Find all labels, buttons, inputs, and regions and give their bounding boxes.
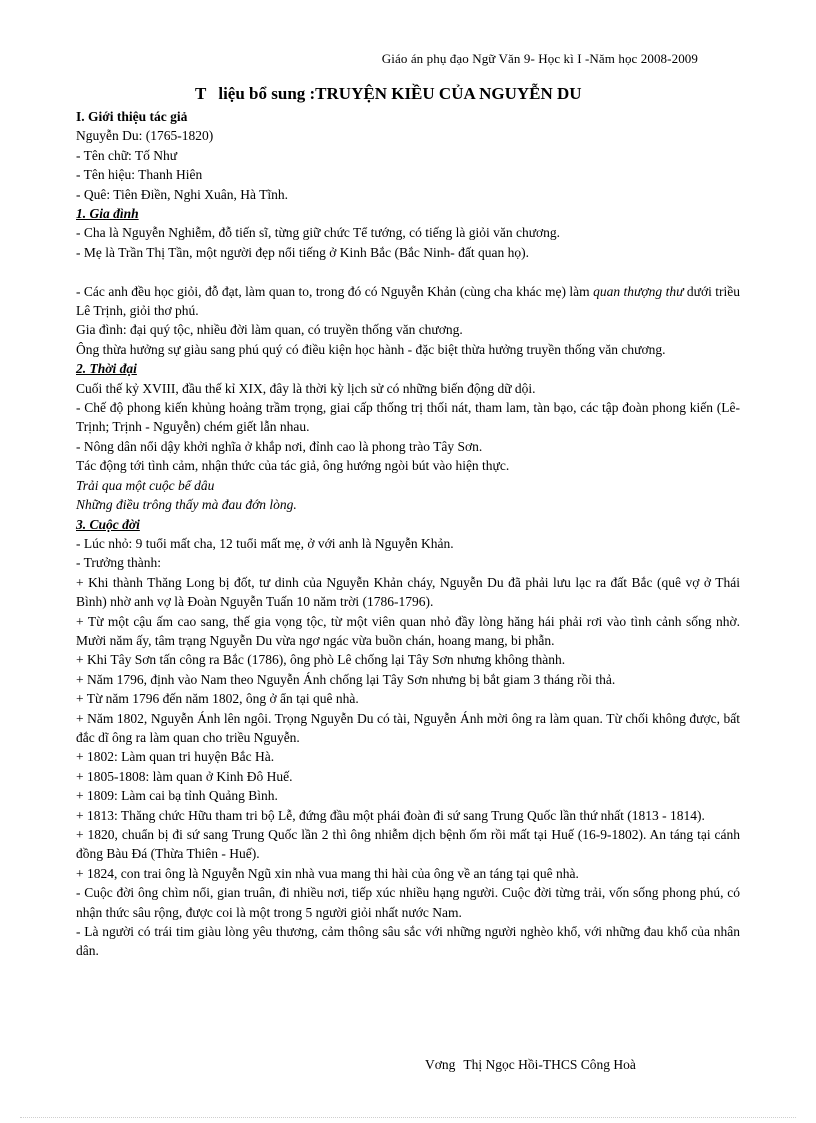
era-line: - Nông dân nổi dậy khởi nghĩa ở khắp nơi, đỉnh cao là phong trào Tây Sơn.	[76, 438, 483, 454]
life-line: + 1802: Làm quan tri huyện Bắc Hà.	[76, 749, 275, 765]
brothers-text-end: dưới triều Lê Trịnh, giỏi thơ phú.	[76, 283, 741, 319]
brothers-text-start: - Các anh đều học giỏi, đỗ đạt, làm quan to, trong đó có Nguyễn Khản (cùng cha khác mẹ) làm	[76, 283, 590, 299]
verse-line: Trải qua một cuộc bể dâu	[76, 477, 215, 493]
intro-line: - Quê: Tiên Điền, Nghi Xuân, Hà Tĩnh.	[76, 186, 288, 202]
blank-line	[76, 262, 740, 281]
page-bottom-edge	[20, 1117, 796, 1118]
family-summary: Gia đình: đại quý tộc, nhiều đời làm quan, có truyền thống văn chương.	[76, 322, 463, 338]
family-line: - Mẹ là Trần Thị Tần, một người đẹp nổi tiếng ở Kinh Bắc (Bắc Ninh- đất quan họ).	[76, 244, 530, 260]
era-line: Tác động tới tình cảm, nhận thức của tác giả, ông hướng ngòi bút vào hiện thực.	[76, 458, 510, 474]
life-line: + 1820, chuẩn bị đi sứ sang Trung Quốc lần 2 thì ông nhiễm dịch bệnh ốm rồi mất tại Huế (16-9-1802). An táng tại cánh đồng Bàu Đá (Thừa Thiên - Huế).	[76, 827, 740, 862]
family-brothers-paragraph	[76, 282, 740, 321]
footer-part-2: Thị Ngọc Hồi-THCS Công Hoà	[463, 1057, 636, 1072]
document-body	[76, 107, 740, 961]
section-heading-family: 1. Gia đình	[76, 206, 139, 222]
brothers-text-italic: quan thượng thư	[593, 283, 684, 299]
intro-line: - Tên hiệu: Thanh Hiên	[76, 167, 203, 183]
life-line: - Là người có trái tim giàu lòng yêu thương, cảm thông sâu sắc với những người nghèo khổ, với những đau khổ của nhân dân.	[76, 924, 740, 959]
life-line: + 1824, con trai ông là Nguyễn Ngũ xin nhà vua mang thi hài của ông về an táng tại quê nhà.	[76, 865, 579, 881]
author-signature	[425, 1057, 636, 1073]
life-line: - Trưởng thành:	[76, 555, 161, 571]
title-part-1: T	[195, 84, 207, 103]
family-line: - Cha là Nguyễn Nghiễm, đỗ tiến sĩ, từng giữ chức Tể tướng, có tiếng là giỏi văn chương.	[76, 225, 561, 241]
intro-line: - Tên chữ: Tố Như	[76, 147, 178, 163]
life-line: + 1809: Làm cai bạ tỉnh Quảng Bình.	[76, 788, 278, 804]
section-heading-life: 3. Cuộc đời	[76, 516, 140, 532]
life-line: + Khi thành Thăng Long bị đốt, tư dinh của Nguyễn Khản cháy, Nguyễn Du đã phải lưu lạc ra đất Bắc (quê vợ ở Thái Bình) nhờ anh vợ là Đoàn Nguyễn Tuấn 10 năm trời (1786-1796).	[76, 574, 740, 610]
family-inherit: Ông thừa hưởng sự giàu sang phú quý có điều kiện học hành - đặc biệt thừa hưởng truyền thống văn chương.	[76, 341, 666, 357]
life-line: + 1813: Thăng chức Hữu tham tri bộ Lễ, đứng đầu một phái đoàn đi sứ sang Trung Quốc lần thứ nhất (1813 - 1814).	[76, 807, 705, 823]
life-line: + Năm 1802, Nguyễn Ánh lên ngôi. Trọng Nguyễn Du có tài, Nguyễn Ánh mời ông ra làm quan. Từ chối không được, bất đắc dĩ ông ra làm quan cho triều Nguyễn.	[76, 710, 740, 745]
intro-line: Nguyễn Du: (1765-1820)	[76, 128, 214, 144]
life-line: + Năm 1796, định vào Nam theo Nguyễn Ánh chống lại Tây Sơn nhưng bị bắt giam 3 tháng rồi thả.	[76, 671, 616, 687]
verse-line: Những điều trông thấy mà đau đớn lòng.	[76, 497, 297, 513]
life-line: + 1805-1808: làm quan ở Kinh Đô Huế.	[76, 768, 293, 784]
life-line: + Từ một cậu ấm cao sang, thế gia vọng tộc, từ một viên quan nhỏ đầy lòng hăng hái phải rơi vào tình cảnh sống nhờ. Mười năm ấy, tâm trạng Nguyễn Du vừa ngơ ngác vừa buồn chán, hoang mang, bi phẫn.	[76, 613, 740, 648]
section-heading-intro: I. Giới thiệu tác giả	[76, 109, 188, 124]
footer-part-1: Vơng	[425, 1057, 456, 1072]
era-line: Cuối thế kỷ XVIII, đầu thế kỉ XIX, đây là thời kỳ lịch sử có những biến động dữ dội.	[76, 380, 536, 396]
life-line: - Cuộc đời ông chìm nổi, gian truân, đi nhiều nơi, tiếp xúc nhiều hạng người. Cuộc đời từng trải, vốn sống phong phú, có nhận thức sâu rộng, được coi là một trong 5 người giỏi nhất nước Nam.	[76, 885, 740, 920]
life-line: + Khi Tây Sơn tấn công ra Bắc (1786), ông phò Lê chống lại Tây Sơn nhưng không thành.	[76, 652, 566, 668]
life-line: - Lúc nhỏ: 9 tuổi mất cha, 12 tuổi mất mẹ, ở với anh là Nguyễn Khản.	[76, 535, 454, 551]
page-header: Giáo án phụ đạo Ngữ Văn 9- Học kì I -Năm học 2008-2009	[381, 51, 698, 66]
title-part-2: liệu bổ sung :TRUYỆN KIỀU CỦA NGUYỄN DU	[218, 84, 582, 103]
document-title	[195, 84, 582, 104]
era-line: - Chế độ phong kiến khủng hoảng trầm trọng, giai cấp thống trị thối nát, tham lam, tàn bạo, các tập đoàn phong kiến (Lê- Trịnh; Trịnh - Nguyễn) chém giết lẫn nhau.	[76, 400, 740, 435]
section-heading-era: 2. Thời đại	[76, 361, 137, 377]
life-line: + Từ năm 1796 đến năm 1802, ông ở ẩn tại quê nhà.	[76, 691, 359, 707]
